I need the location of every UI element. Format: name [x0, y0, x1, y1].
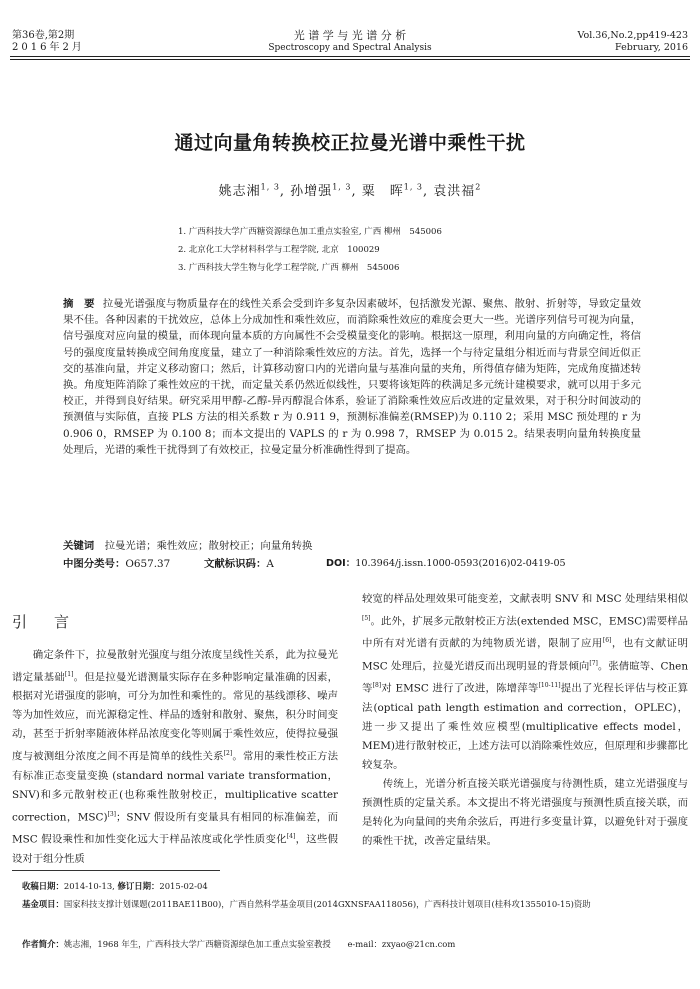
- journal-name-cn: 光 谱 学 与 光 谱 分 析: [293, 29, 407, 42]
- header-rule-thick: [10, 56, 690, 57]
- author-name: 粟 晖: [361, 184, 404, 199]
- page-range-info: [578, 30, 688, 54]
- author-name: 袁洪福: [433, 184, 476, 199]
- intro-left-column: [12, 646, 338, 869]
- citation-ref: [8]: [372, 682, 382, 690]
- month-year: February, 2016: [615, 42, 688, 53]
- fund-label: 基金项目：: [22, 899, 64, 909]
- received-label: 收稿日期：: [22, 881, 64, 891]
- affiliation: 2. 北京化工大学材料科学与工程学院, 北京 100029: [178, 245, 380, 255]
- citation-ref: [5]: [362, 615, 371, 622]
- abstract-text: 拉曼光谱强度与物质量存在的线性关系会受到许多复杂因素破坏，包括激发光源、聚焦、散射、折射等，导致定量效果不佳。各种因素的干扰效应，总体上分成加性和乘性效应，而消除乘性效应的难度会更大一些。光谱序列信号可视为向量，信号强度对应向量的模量，而体现向量本质的方向属性不会受模量变化的影响。根据这一原理，利用向量的方向确定性，将信号的强度度量转换成空间角度度量，建立了一种消除乘性效应的方法。首先，选择一个与待定量组分相近而与背景空间近似正交的基准向量，并定义移动窗口；然后，计算移动窗口内的光谱向量与基准向量的夹角，所得值存储为矩阵，完成角度描述转换。角度矩阵消除了乘性效应的干扰，而定量关系仍然近似线性，只要将该矩阵的秩满足多元统计建模要求，就可以用于多元校正，并得到良好结果。研究采用甲醇-乙醇-异丙醇混合体系，验证了消除乘性效应后改进的定量效果，对于积分时间波动的预测值与实际值，直接 PLS 方法的相关系数 r 为 0.911 9，预测标准偏差(RMSEP)为 0.110 2；采用 MSC 预处理的 r 为 0.906 0，RMSEP 为 0.100 8；而本文提出的 VAPLS 的 r 为 0.998 7，RMSEP 为 0.015 2。结果表明向量角转换度量处理后，光谱的乘性干扰得到了有效校正，拉曼定量分析准确性得到了提高。: [63, 298, 642, 456]
- author-name: 姚志湘: [218, 184, 261, 199]
- citation-ref: [7]: [589, 659, 598, 667]
- clc-label: 中图分类号：: [63, 558, 126, 570]
- text-run: 。此外，扩展多元散射校正方法(extended MSC，EMSC)需要样品中所有对光谱有贡献的为纯物质光谱，限制了应用: [362, 615, 688, 650]
- doi-label: DOI：: [326, 558, 356, 569]
- keywords-label: 关键词: [63, 540, 95, 552]
- header-rule-thin: [10, 59, 690, 60]
- author-affil-mark: 1, 3: [332, 182, 352, 192]
- doc-code: A: [266, 558, 274, 570]
- author-bio-text: 姚志湘，1968 年生，广西科技大学广西糖资源绿色加工重点实验室教授 e-mail：zxyao@21cn.com: [63, 939, 456, 949]
- text-run: ；SNV 假设所有变量具有相同的标准偏差，而 MSC 假设乘性和加性变化远大于样品浓度或化学性质变化: [12, 811, 339, 846]
- text-run: 较宽的样品处理效果可能变差，文献表明 SNV 和 MSC 处理结果相似: [362, 593, 688, 605]
- footnote-dates: 收稿日期：2014-10-13, 修订日期：2015-02-04: [22, 881, 208, 891]
- citation-ref: [4]: [286, 833, 296, 841]
- footnote-rule: [12, 870, 220, 871]
- revised-date: 2015-02-04: [159, 881, 208, 891]
- footnote-author: [22, 938, 688, 952]
- text-run: ，这些假设对于组分性质: [12, 833, 338, 865]
- abstract-label: 摘 要: [63, 298, 95, 310]
- paper-title: 通过向量角转换校正拉曼光谱中乘性干扰: [174, 132, 526, 154]
- received-date: 2014-10-13: [63, 881, 113, 891]
- affiliation: 3. 广西科技大学生物与化学工程学院, 广西 柳州 545006: [178, 263, 400, 273]
- author-name: 孙增强: [290, 184, 333, 199]
- journal-name-en: Spectroscopy and Spectral Analysis: [268, 43, 432, 53]
- text-run: 确定条件下，拉曼散射光强度与组分浓度呈线性关系，此为拉曼光谱定量基础: [12, 649, 338, 684]
- classification-line: [63, 556, 170, 572]
- author-affil-mark: 1, 3: [403, 182, 423, 192]
- text-run: 。张倩暄等、Chen 等: [362, 660, 689, 695]
- intro-paragraph: [12, 646, 338, 869]
- text-run: 提出了光程长评估与校正算法(optical path length estimation and correction，OPLEC)，进一步又提出了乘性效应模型(multiplicative effects model，MEM)进行散射校正，上述方法可以消除乘性效应，但原理和步骤都比较复杂。: [362, 682, 689, 771]
- issue-volume: 第36卷,第2期: [12, 30, 75, 41]
- text-run: 。但是拉曼光谱测量实际存在多种影响定量准确的因素，根据对光谱强度的影响，可分为加性和乘性的。常见的基线漂移、噪声等为加性效应，而光源稳定性、样品的透射和散射、聚焦，积分时间变动，甚至于折射率随液体样品浓度变化等则属于乘性效应，使得拉曼强度与被测组分浓度之间不再是简单的线性关系: [12, 671, 339, 763]
- doc-code-label: 文献标识码：: [204, 558, 267, 570]
- abstract: [63, 296, 641, 458]
- intro-paragraph: 传统上，光谱分析直接关联光谱强度与待测性质，建立光谱强度与预测性质的定量关系。本文提出不将光谱强度与预测性质直接关联，而是转化为向量间的夹角余弦后，再进行多变量计算，以避免针对于强度的乘性干扰，改善定量结果。: [362, 777, 688, 847]
- text-run: ，也有文献证明 MSC 处理后，拉曼光谱反而出现明显的背景倾向: [362, 637, 689, 673]
- author-affil-mark: 1, 3: [260, 182, 280, 192]
- doi-line: [326, 556, 566, 572]
- author-list: 姚志湘$^{1, 3}$, 孙增强$^{1, 3}$, 粟 晖$^{1, 3}$, 袁洪福$^2$: [218, 182, 482, 199]
- text-run: 对 EMSC 进行了改进，陈增萍等: [381, 682, 539, 695]
- revised-label: 修订日期：: [117, 881, 160, 891]
- clc-code: O657.37: [125, 558, 171, 570]
- citation-ref: [6]: [602, 637, 612, 645]
- citation-ref: [2]: [223, 750, 233, 758]
- doc-code-line: [204, 556, 274, 572]
- citation-ref: [10-11]: [538, 682, 561, 690]
- issue-date: 2016年2月: [12, 42, 85, 53]
- author-affil-mark: 2: [475, 182, 482, 192]
- text-run: 。常用的乘性校正方法有标准正态变量变换 (standard normal variate transformation，SNV)和多元散射校正(也称乘性散射校正，multiplicative scatter correction，MSC): [12, 750, 339, 824]
- section-heading-introduction: 引 言: [12, 613, 76, 631]
- doi-value: 10.3964/j.issn.1000-0593(2016)02-0419-05: [355, 558, 566, 569]
- author-bio-label: 作者简介：: [22, 939, 64, 949]
- fund-text: 国家科技支撑计划课题(2011BAE11B00)，广西自然科学基金项目(2014GXNSFAA118056)，广西科技计划项目(桂科攻1355010-15)资助: [63, 899, 591, 909]
- affiliation: 1. 广西科技大学广西糖资源绿色加工重点实验室, 广西 柳州 545006: [178, 227, 442, 237]
- intro-right-column: [362, 590, 688, 851]
- keywords-text: 拉曼光谱；乘性效应；散射校正；向量角转换: [104, 540, 313, 552]
- footnote-funding: [22, 898, 688, 912]
- citation-ref: [1]: [64, 671, 74, 678]
- keywords-line: [63, 538, 641, 554]
- citation-ref: [3]: [107, 810, 117, 818]
- intro-paragraph: [362, 590, 688, 775]
- volume-pages: Vol.36,No.2,pp419-423: [577, 30, 688, 41]
